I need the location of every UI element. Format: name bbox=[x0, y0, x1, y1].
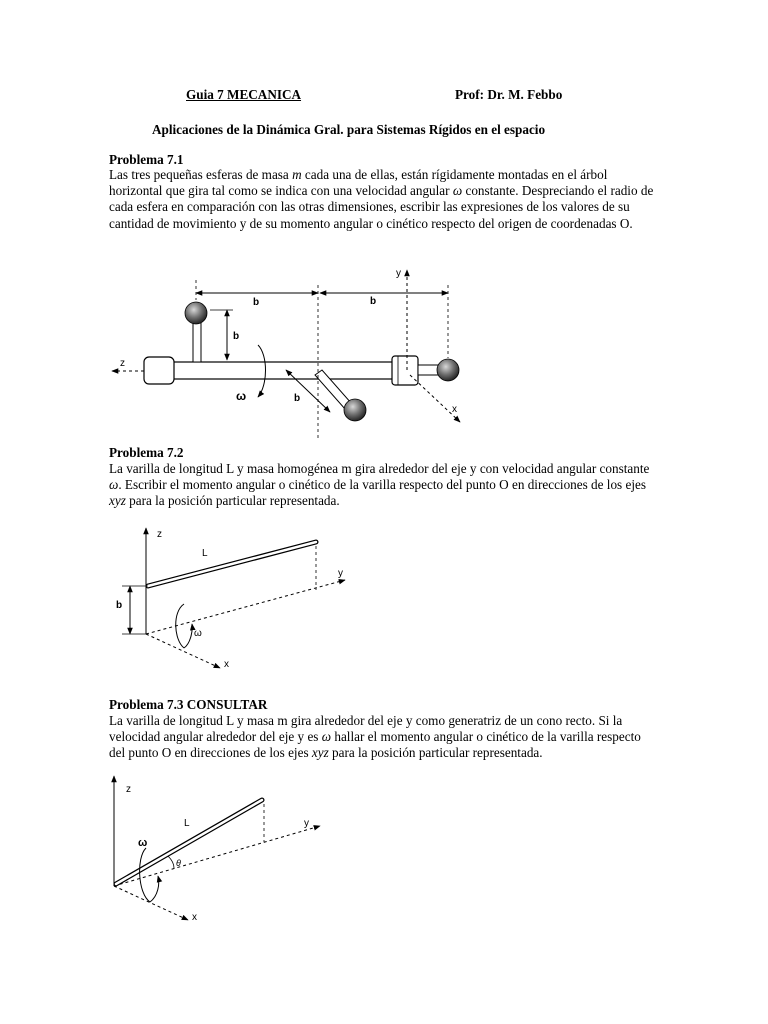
shaft-end-cap bbox=[144, 357, 174, 384]
fig1-label-b4: b bbox=[294, 393, 301, 404]
fig3-label-z: z bbox=[126, 784, 131, 795]
shaft-collar bbox=[392, 356, 418, 385]
figure-2-rod bbox=[0, 520, 768, 680]
fig1-label-b1: b bbox=[253, 297, 260, 308]
fig1-label-x: x bbox=[452, 404, 457, 415]
problem-1-title: Problema 7.1 bbox=[109, 152, 184, 167]
shaft bbox=[172, 362, 394, 379]
problem-3-title: Problema 7.3 CONSULTAR bbox=[109, 697, 268, 712]
fig1-label-b3: b bbox=[233, 331, 240, 342]
sphere-1 bbox=[185, 302, 207, 324]
fig1-label-z: z bbox=[120, 358, 125, 369]
figure-1-rotating-shaft bbox=[0, 255, 768, 445]
fig1-label-y: y bbox=[396, 268, 401, 279]
fig2-label-L: L bbox=[202, 548, 208, 559]
problem-1-text: Las tres pequeñas esferas de masa m cada una de ellas, están rígidamente montadas en el árbol horizontal que gira tal como se indica con una velocidad angular ω constante. Despreciando el radio de cada esfera en comparación con las otras dimensiones, escribir las expresiones de los valores de su cantidad de movimiento y de su momento angular o cinético respecto del origen de coordenadas O. bbox=[109, 167, 654, 231]
fig2-label-y: y bbox=[338, 568, 343, 579]
fig3-label-omega: ω bbox=[138, 837, 148, 849]
document-subtitle: Aplicaciones de la Dinámica Gral. para Sistemas Rígidos en el espacio bbox=[152, 122, 546, 137]
fig3-label-theta: θ bbox=[176, 858, 181, 868]
problem-2-text: La varilla de longitud L y masa homogénea m gira alrededor del eje y con velocidad angular constante ω. Escribir el momento angular o cinético de la varilla respecto del punto O en direcciones de los ejes xyz para la posición particular representada. bbox=[109, 461, 650, 509]
fig3-label-y: y bbox=[304, 818, 309, 829]
problem-3-text: La varilla de longitud L y masa m gira alrededor del eje y como generatriz de un cono recto. Si la velocidad angular alrededor del eje y es ω hallar el momento angular o cinético de la varilla respecto del punto O en direcciones de los ejes xyz para la posición particular representada. bbox=[109, 713, 641, 761]
figure-3-cone-rod bbox=[0, 770, 768, 940]
fig2-label-z: z bbox=[157, 529, 162, 540]
fig2-label-omega: ω bbox=[194, 628, 202, 639]
fig1-label-b2: b bbox=[370, 296, 377, 307]
sphere-3 bbox=[437, 359, 459, 381]
fig3-label-x: x bbox=[192, 912, 197, 923]
fig1-label-omega: ω bbox=[236, 389, 247, 403]
fig3-label-L: L bbox=[184, 818, 190, 829]
problem-2-title: Problema 7.2 bbox=[109, 445, 184, 460]
course-title: Guia 7 MECANICA bbox=[186, 87, 302, 102]
fig2-label-x: x bbox=[224, 659, 229, 670]
fig2-label-b: b bbox=[116, 600, 123, 611]
sphere-2 bbox=[344, 399, 366, 421]
professor-name: Prof: Dr. M. Febbo bbox=[455, 87, 563, 102]
